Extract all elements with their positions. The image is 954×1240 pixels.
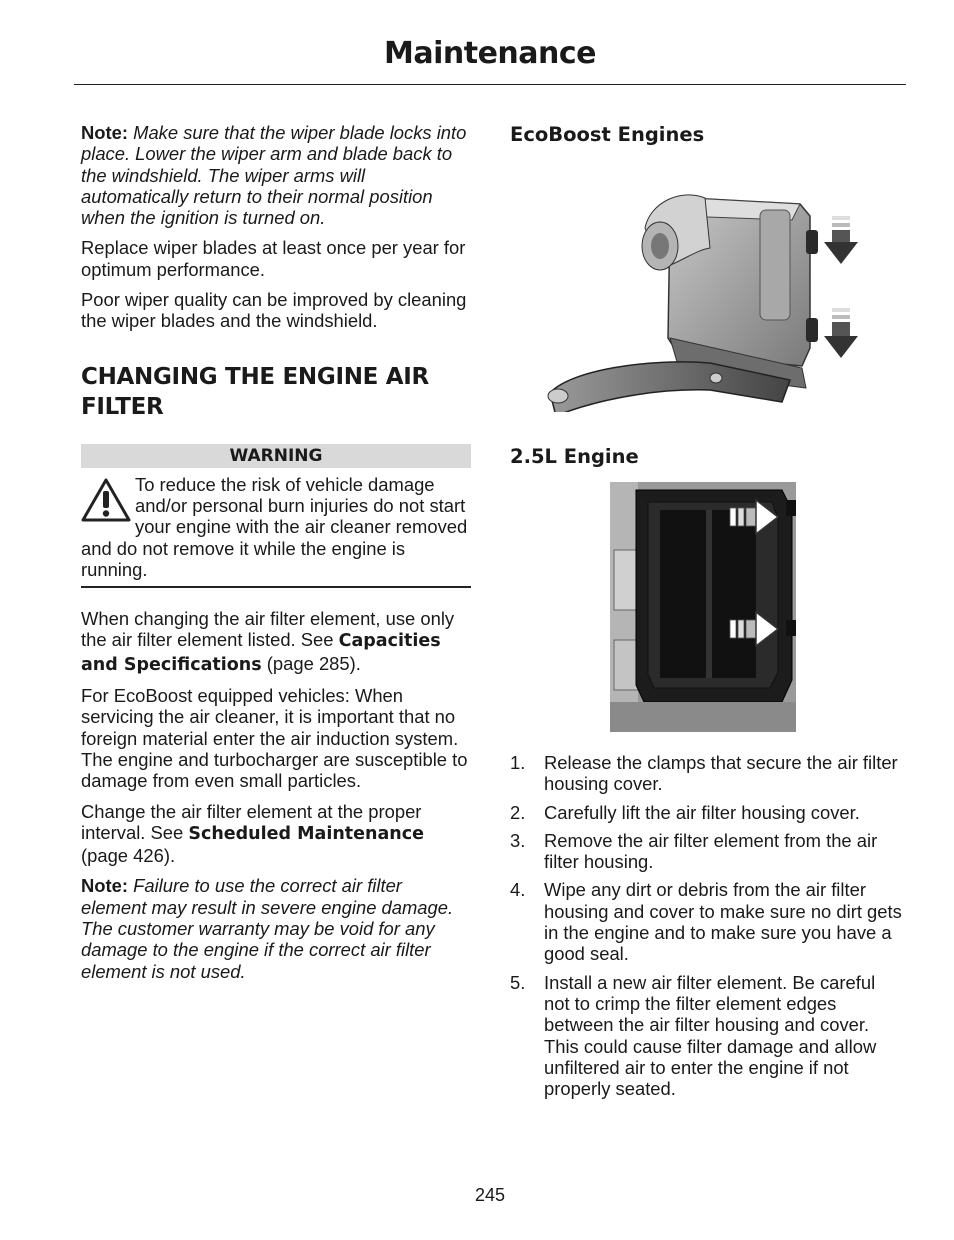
procedure-steps (510, 752, 902, 1099)
left-column (81, 122, 471, 991)
paragraph-poor-quality: Poor wiper quality can be improved by cleaning the wiper blades and the windshield. (81, 289, 467, 332)
warning-divider (81, 586, 471, 588)
note-air-filter (81, 875, 471, 981)
list-item: 2. Carefully lift the air filter housing cover. (510, 801, 860, 823)
down-arrow-icon (824, 216, 858, 264)
warning-text: To reduce the risk of vehicle damage and/or personal burn injuries do not start your engine with the air cleaner removed and do not remove it while the engine is running. (81, 473, 468, 580)
section-heading: CHANGING THE ENGINE AIR FILTER (81, 363, 429, 420)
engine-25l-airbox-illustration (510, 480, 902, 734)
list-item: 1. Release the clamps that secure the air filter housing cover. (510, 752, 898, 795)
right-column (510, 122, 902, 1106)
paragraph-ecoboost: For EcoBoost equipped vehicles: When servicing the air cleaner, it is important that no foreign material enter the air induction system. The engine and turbocharger are susceptible to damage from even small particles. (81, 685, 468, 792)
page-number: 245 (474, 1185, 506, 1205)
note-wiper (81, 122, 471, 228)
paragraph-replace: Replace wiper blades at least once per year for optimum performance. (81, 237, 466, 280)
heading-ecoboost: EcoBoost Engines (510, 123, 705, 146)
link-scheduled-maintenance[interactable]: Scheduled Maintenance (188, 823, 425, 844)
note-text: Make sure that the wiper blade locks into place. Lower the wiper arm and blade back to the windshield. The wiper arms will automatically return to their normal position when the ignition is turned on. (81, 122, 467, 229)
list-item: 4. Wipe any dirt or debris from the air filter housing and cover to make sure no dirt gets in the engine and to make sure you have a good seal. (510, 879, 902, 965)
warning-banner: WARNING (81, 444, 471, 468)
paragraph-interval: Change the air filter element at the proper interval. See Scheduled Maintenance (page 426). (81, 800, 425, 867)
note-text: Failure to use the correct air filter element may result in severe engine damage. The customer warranty may be void for any damage to the engine if the correct air filter element is not used. (81, 875, 454, 982)
ecoboost-airbox-illustration (510, 158, 902, 412)
warning-triangle-icon (81, 478, 131, 522)
down-arrow-icon (824, 308, 858, 358)
heading-25l: 2.5L Engine (510, 445, 639, 468)
note-label: Note: (81, 875, 128, 897)
list-item: 3. Remove the air filter element from the air filter housing. (510, 829, 878, 873)
title-divider (74, 84, 906, 85)
page-title: Maintenance (383, 36, 596, 71)
paragraph-changing: When changing the air filter element, use only the air filter element listed. See Capacities and Specifications (page 285). (81, 608, 455, 675)
link-capacities[interactable]: Capacities and Specifications (81, 631, 441, 675)
list-item: 5. Install a new air filter element. Be careful not to crimp the filter element edges between the air filter housing and cover. This could cause filter damage and allow unfiltered air to enter the engine if not properly seated. (510, 971, 877, 1100)
warning-box (81, 474, 471, 580)
note-label: Note: (81, 122, 128, 143)
